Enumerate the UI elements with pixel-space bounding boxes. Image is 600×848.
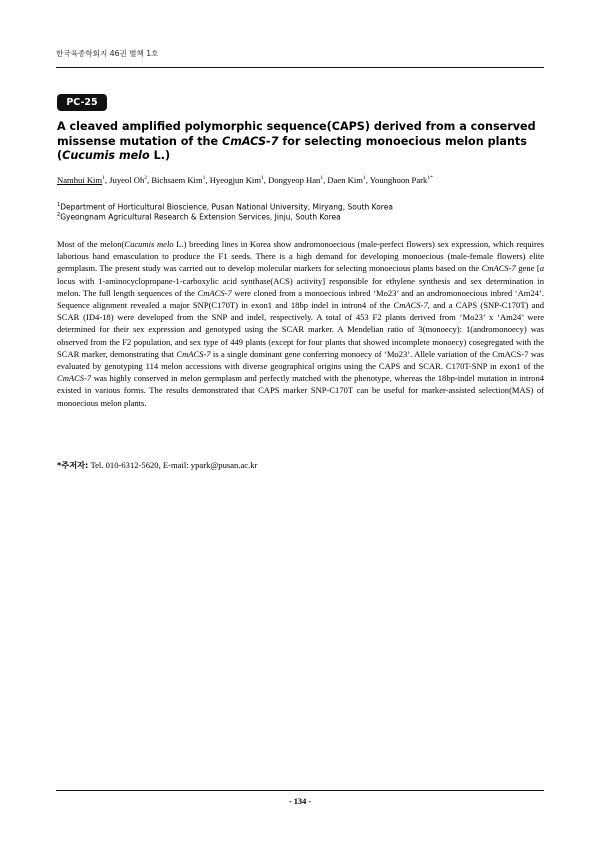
abstract-text-run: were cloned from a monoecious inbred ‘Mo23’ and an andromonoecious inbred ‘Am24’. Sequence alignment revealed a major SNP(C170T) in exon1 and 18bp indel in intron4 of the bbox=[57, 287, 544, 311]
abstract-italic-term: a bbox=[539, 263, 544, 274]
paper-title bbox=[57, 120, 547, 164]
affiliation-number: 2 bbox=[57, 212, 61, 218]
author-affiliation-mark: 1* bbox=[427, 175, 433, 182]
journal-header: 한국육종학회지 46권 별책 1호 bbox=[56, 49, 159, 58]
header-rule bbox=[56, 67, 544, 68]
abstract-italic-term: Cucumis melo bbox=[124, 239, 174, 249]
poster-id-badge: PC-25 bbox=[57, 94, 107, 111]
corresponding-author-label: *주저자: bbox=[57, 460, 89, 470]
author-name: Bichsaem Kim bbox=[151, 175, 203, 185]
author-affiliation-mark: 1 bbox=[202, 175, 206, 182]
abstract-italic-term: CmACS-7 bbox=[393, 300, 428, 311]
author-list: Namhui Kim$^1$, Juyeol Oh$^2$, Bichsaem Kim$^1$, Hyeogjun Kim$^1$, Dongyeop Han$^1$, Daen Kim$^1$, Younghoon Park$^{1*}$ bbox=[57, 175, 433, 185]
abstract-text-run: , and a CAPS (SNP-C170T) and SCAR (ID4-18) were developed from the SNP and indel, respectively. A total of 453 F2 plants derived from ‘Mo23’ x ‘Am24’ were determined for their sex expression and genotyped using the SCAR marker. A Mendelian ratio of 3(monoecy): 1(andromonoecy) was observed from the F2 population, and sex type of 449 plants (except for four plants that showed incomplete monoecy) cosegregated with the SCAR marker, demonstrating that bbox=[57, 300, 544, 359]
page-number: - 134 - bbox=[288, 797, 312, 806]
author-name: Namhui Kim bbox=[57, 175, 103, 185]
abstract-text-run: gene [ bbox=[515, 263, 540, 274]
title-line-2a: missense mutation of the bbox=[57, 134, 222, 148]
author-affiliation-mark: 1 bbox=[102, 175, 105, 182]
affiliation-number: 1 bbox=[57, 202, 61, 208]
footer-rule bbox=[56, 790, 544, 791]
author-name: Younghoon Park bbox=[369, 175, 428, 185]
author-name: Dongyeop Han bbox=[268, 175, 321, 185]
abstract-body bbox=[57, 238, 544, 409]
affiliation-text: Department of Horticultural Bioscience, Pusan National University, Miryang, South Korea bbox=[60, 202, 393, 212]
abstract-italic-term: CmACS-7 bbox=[197, 287, 232, 298]
title-line-3-close: L.) bbox=[149, 149, 171, 162]
title-line-3-open: ( bbox=[57, 149, 63, 162]
title-gene-name: CmACS-7 bbox=[222, 134, 279, 148]
author-name: Hyeogjun Kim bbox=[209, 175, 262, 185]
author-affiliation-mark: 1 bbox=[362, 175, 366, 182]
title-line-2b: for selecting monoecious melon plants bbox=[278, 134, 527, 148]
affiliation-text: Gyeongnam Agricultural Research & Extension Services, Jinju, South Korea bbox=[60, 212, 341, 222]
title-species-name: Cucumis melo bbox=[62, 149, 150, 162]
author-affiliation-mark: 2 bbox=[144, 175, 148, 182]
title-line-1: A cleaved amplified polymorphic sequence(CAPS) derived from a conserved bbox=[57, 120, 536, 133]
author-name: Juyeol Oh bbox=[109, 175, 145, 185]
abstract-italic-term: CmACS-7 bbox=[481, 263, 516, 274]
corresponding-author-contact: Tel. 010-6312-5620, E-mail: ypark@pusan.ac.kr bbox=[90, 460, 258, 470]
author-name: Daen Kim bbox=[327, 175, 363, 185]
abstract-text-run: locus with 1-aminocyclopropane-1-carboxylic acid synthase(ACS) activity] responsible for ethylene synthesis and sex determination in melon. The full length sequences of the bbox=[57, 275, 544, 298]
abstract-italic-term: CmACS-7 bbox=[176, 348, 211, 359]
author-affiliation-mark: 1 bbox=[261, 175, 264, 182]
abstract-text-run: was highly conserved in melon germplasm and perfectly matched with the phenotype, whereas the 18bp-indel mutation in intron4 existed in various forms. The results demonstrated that CAPS marker SNP-C170T can be useful for marker-assisted selection(MAS) of monoecious melon plants. bbox=[57, 373, 544, 408]
affiliation-2 bbox=[57, 212, 557, 222]
abstract-text-run: is a single dominant gene conferring monoecy of ‘Mo23’. Allele variation of the CmACS-7 was evaluated by genotyping 114 melon accessions with diverse geographical origins using the CAPS and SCAR. C170T-SNP in exon1 of the bbox=[57, 348, 544, 372]
author-affiliation-mark: 1 bbox=[320, 175, 324, 182]
abstract-text-run: Most of the melon( bbox=[57, 239, 125, 249]
abstract-italic-term: CmACS-7 bbox=[57, 373, 92, 384]
abstract-text-run: L.) breeding lines in Korea show andromonoecious (male-perfect flowers) sex expression, which requires laborious hand emasculation to produce the F1 seeds. There is a high demand for developing monoecious (male-female flowers) elite germplasm. The present study was carried out to develop molecular markers for selecting monoecious plants based on the bbox=[57, 239, 545, 274]
affiliation-1 bbox=[57, 202, 557, 212]
corresponding-author bbox=[57, 460, 544, 471]
